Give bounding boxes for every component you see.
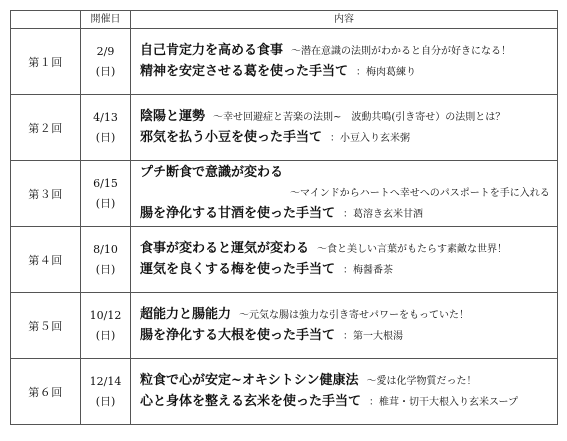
session-weekday: (日) <box>95 130 116 144</box>
session-date: 6/15 <box>93 176 118 190</box>
session-date: 2/9 <box>96 44 115 58</box>
content-subtitle: ～マインドからハートへ幸せへのパスポートを手に入れる <box>290 187 550 199</box>
content-title: 腸を浄化する大根を使った手当て <box>140 327 336 343</box>
table-row <box>11 161 558 227</box>
session-date-cell <box>81 95 131 161</box>
session-weekday: (日) <box>95 328 116 342</box>
table-row <box>11 29 558 95</box>
session-content <box>131 161 558 227</box>
content-subtitle: ～愛は化学物質だった！ <box>366 375 477 387</box>
content-line <box>140 239 557 260</box>
content-title: 運気を良くする梅を使った手当て <box>140 261 336 277</box>
content-line <box>140 62 557 83</box>
session-number: 第６回 <box>11 359 81 425</box>
table-header <box>11 11 558 29</box>
content-line <box>140 41 557 62</box>
content-subtitle: ：椎茸・切干大根入り玄米スープ <box>369 396 519 408</box>
content-line <box>140 107 557 128</box>
content-line <box>140 326 557 347</box>
session-number: 第２回 <box>11 95 81 161</box>
session-content <box>131 95 558 161</box>
header-number <box>11 11 81 29</box>
session-content <box>131 227 558 293</box>
session-date-cell <box>81 293 131 359</box>
content-title: プチ断食で意識が変わる <box>140 164 284 180</box>
content-subtitle: ：第一大根湯 <box>343 330 404 342</box>
content-subtitle: ：小豆入り玄米粥 <box>330 132 411 144</box>
content-subtitle: ～元気な腸は強力な引き寄せパワーをもっていた！ <box>239 309 470 321</box>
session-number: 第１回 <box>11 29 81 95</box>
session-date-cell <box>81 161 131 227</box>
content-subtitle: ～潜在意識の法則がわかると自分が好きになる！ <box>291 45 512 57</box>
session-date-cell <box>81 359 131 425</box>
content-line <box>140 184 557 204</box>
session-date: 8/10 <box>93 242 118 256</box>
session-content <box>131 29 558 95</box>
table-row <box>11 293 558 359</box>
session-number: 第５回 <box>11 293 81 359</box>
session-content <box>131 359 558 425</box>
session-content <box>131 293 558 359</box>
table-row <box>11 359 558 425</box>
session-date-cell <box>81 227 131 293</box>
session-weekday: (日) <box>95 196 116 210</box>
table-row <box>11 227 558 293</box>
content-title: 精神を安定させる葛を使った手当て <box>140 63 349 79</box>
session-weekday: (日) <box>95 262 116 276</box>
session-number: 第３回 <box>11 161 81 227</box>
content-title: 自己肯定力を高める食事 <box>140 42 284 58</box>
session-weekday: (日) <box>95 64 116 78</box>
content-line <box>140 163 557 184</box>
content-title: 超能力と腸能力 <box>140 306 232 322</box>
table-row <box>11 95 558 161</box>
content-title: 陰陽と運勢 <box>140 108 206 124</box>
content-title: 粒食で心が安定~オキシトシン健康法 <box>140 372 359 388</box>
session-date-cell <box>81 29 131 95</box>
schedule-table <box>10 10 558 425</box>
header-row <box>11 11 558 29</box>
content-title: 心と身体を整える玄米を使った手当て <box>140 393 362 409</box>
content-subtitle: ～食と美しい言葉がもたらす素敵な世界！ <box>317 243 508 255</box>
content-subtitle: ～幸せ回避症と苦楽の法則~ 波動共鳴(引き寄せ）の法則とは？ <box>213 111 506 123</box>
content-title: 腸を浄化する甘酒を使った手当て <box>140 205 336 221</box>
content-line <box>140 305 557 326</box>
content-line <box>140 128 557 149</box>
content-line <box>140 260 557 281</box>
session-number: 第４回 <box>11 227 81 293</box>
header-date: 開催日 <box>81 11 131 29</box>
content-line <box>140 392 557 413</box>
content-subtitle: ：梅肉葛練り <box>356 66 417 78</box>
session-date: 12/14 <box>89 374 122 388</box>
content-subtitle: ：梅醤番茶 <box>343 264 394 276</box>
content-title: 邪気を払う小豆を使った手当て <box>140 129 323 145</box>
session-weekday: (日) <box>95 394 116 408</box>
content-title: 食事が変わると運気が変わる <box>140 240 310 256</box>
session-date: 4/13 <box>93 110 118 124</box>
content-subtitle: ：葛溶き玄米甘酒 <box>343 208 424 220</box>
session-date: 10/12 <box>89 308 122 322</box>
content-line <box>140 204 557 225</box>
header-content: 内容 <box>131 11 558 29</box>
table-body <box>11 29 558 425</box>
content-line <box>140 371 557 392</box>
